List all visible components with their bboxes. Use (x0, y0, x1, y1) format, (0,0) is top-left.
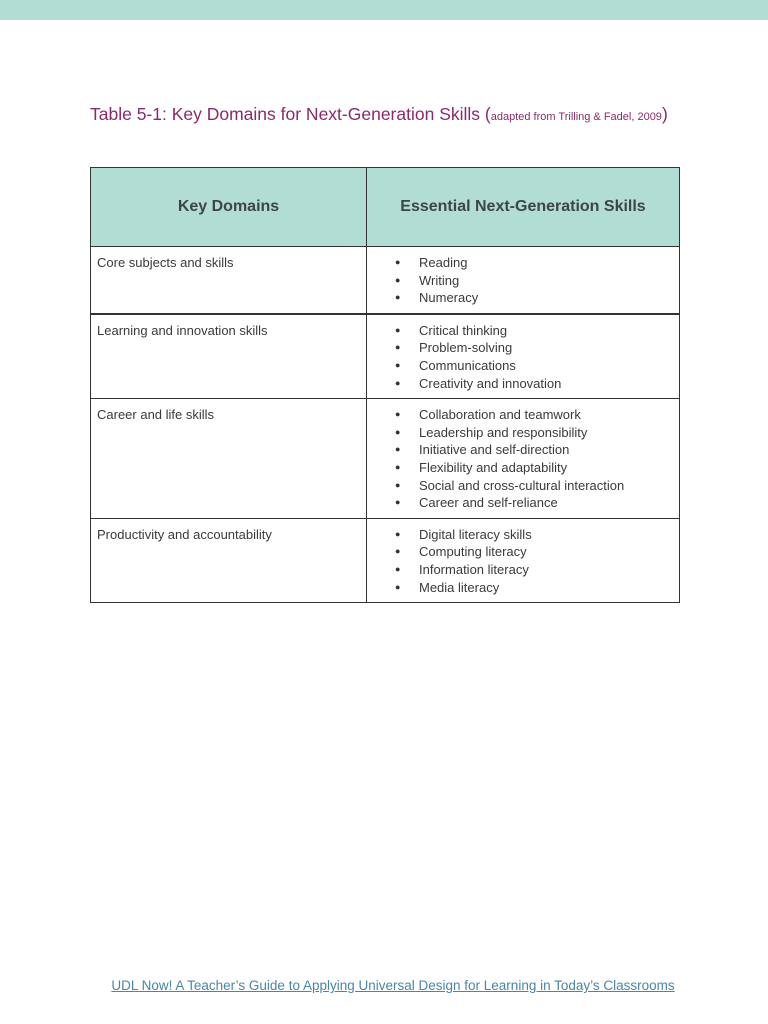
skills-cell (367, 518, 680, 602)
domain-cell: Core subjects and skills (91, 247, 367, 314)
table-row (91, 518, 680, 602)
skill-item: ● Media literacy (395, 579, 673, 597)
skill-item: ● Career and self-reliance (395, 494, 673, 512)
header-key-domains: Key Domains (91, 168, 367, 247)
table-caption (90, 104, 668, 125)
skill-item: ● Communications (395, 357, 673, 375)
domain-cell: Career and life skills (91, 399, 367, 519)
table-header-row (91, 168, 680, 247)
skills-cell (367, 399, 680, 519)
skills-list (395, 526, 673, 596)
skill-item: ● Digital literacy skills (395, 526, 673, 544)
skills-list (395, 322, 673, 392)
book-title-link[interactable]: UDL Now! A Teacher’s Guide to Applying Universal Design for Learning in Today’s Classrooms (111, 978, 675, 993)
table-row (91, 399, 680, 519)
skill-item: ● Creativity and innovation (395, 375, 673, 393)
skill-item: ● Flexibility and adaptability (395, 459, 673, 477)
skill-item: ● Critical thinking (395, 322, 673, 340)
skill-item: ● Computing literacy (395, 543, 673, 561)
skills-list (395, 406, 673, 512)
skills-cell (367, 247, 680, 314)
domain-cell: Learning and innovation skills (91, 314, 367, 399)
header-essential-skills: Essential Next-Generation Skills (367, 168, 680, 247)
skill-item: ● Social and cross-cultural interaction (395, 477, 673, 495)
top-accent-band (0, 0, 768, 20)
skills-list (395, 254, 673, 307)
table-caption-close: ) (661, 104, 668, 124)
skill-item: ● Writing (395, 272, 673, 290)
skill-item: ● Information literacy (395, 561, 673, 579)
skill-item: ● Collaboration and teamwork (395, 406, 673, 424)
table-caption-source: adapted from Trilling & Fadel, 2009 (490, 111, 662, 123)
skill-item: ● Numeracy (395, 289, 673, 307)
key-domains-table (90, 167, 680, 603)
skill-item: ● Initiative and self-direction (395, 441, 673, 459)
domain-cell: Productivity and accountability (91, 518, 367, 602)
table-row (91, 247, 680, 314)
skill-item: ● Reading (395, 254, 673, 272)
table-caption-main: Table 5-1: Key Domains for Next-Generation Skills ( (90, 104, 491, 124)
skill-item: ● Problem-solving (395, 339, 673, 357)
skill-item: ● Leadership and responsibility (395, 424, 673, 442)
skills-cell (367, 314, 680, 399)
table-row (91, 314, 680, 399)
